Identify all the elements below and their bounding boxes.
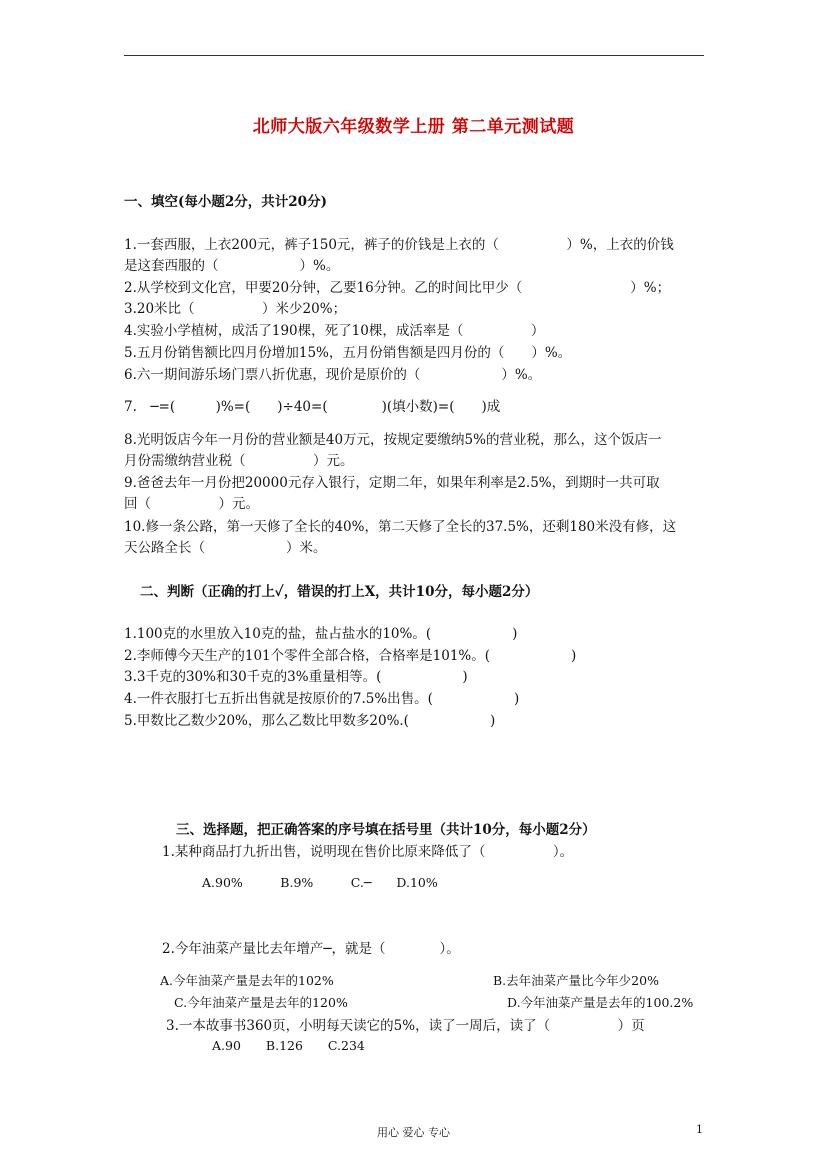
choice-q2-option-c: C.今年油菜产量是去年的120% xyxy=(174,995,348,1010)
fill-q2: 2.从学校到文化宫，甲要20分钟，乙要16分钟。乙的时间比甲少（ ）%； xyxy=(124,280,671,296)
choice-q3: 3.一本故事书360页，小明每天读它的5%，读了一周后，读了（ ）页 xyxy=(166,1018,645,1034)
choice-q2-option-a: A.今年油菜产量是去年的102% xyxy=(160,973,334,988)
section1-heading: 一、填空(每小题2分，共计20分) xyxy=(124,194,327,210)
fill-q9-line1: 9.爸爸去年一月份把20000元存入银行，定期二年，如果年利率是2.5%，到期时一共可取 xyxy=(124,475,660,491)
fill-q6: 6.六一期间游乐场门票八折优惠，现价是原价的（ ）%。 xyxy=(124,367,542,383)
fill-q10-line2: 天公路全长（ ）米。 xyxy=(124,540,327,556)
choice-q2: 2.今年油菜产量比去年增产─，就是（ ）。 xyxy=(162,941,460,957)
judge-q3: 3.3千克的30%和30千克的3%重量相等。( ) xyxy=(124,669,468,685)
footer-motto: 用心 爱心 专心 xyxy=(377,1126,450,1139)
judge-q4: 4.一件衣服打七五折出售就是按原价的7.5%出售。( ) xyxy=(124,691,520,707)
section2-heading: 二、判断（正确的打上✓，错误的打上X，共计10分，每小题2分） xyxy=(140,584,539,600)
choice-q1-options: A.90% B.9% C.─ D.10% xyxy=(202,875,438,890)
judge-q5: 5.甲数比乙数少20%，那么乙数比甲数多20%.( ) xyxy=(124,713,496,729)
judge-q2: 2.李师傅今天生产的101个零件全部合格，合格率是101%。( ) xyxy=(124,648,577,664)
fill-q4: 4.实验小学植树，成活了190棵，死了10棵，成活率是（ ） xyxy=(124,323,545,339)
fill-q1-line1: 1.一套西服，上衣200元，裤子150元，裤子的价钱是上衣的（ ）%，上衣的价钱 xyxy=(124,237,674,253)
fill-q7: 7. ─=( )%=( )÷40=( )(填小数)=( )成 xyxy=(124,399,501,415)
page-number: 1 xyxy=(696,1123,703,1136)
choice-q2-option-b: B.去年油菜产量比今年少20% xyxy=(493,973,659,988)
fill-q8-line2: 月份需缴纳营业税（ ）元。 xyxy=(124,453,354,469)
judge-q1: 1.100克的水里放入10克的盐，盐占盐水的10%。( ) xyxy=(124,626,518,642)
page-title: 北师大版六年级数学上册 第二单元测试题 xyxy=(252,117,575,137)
fill-q1-line2: 是这套西服的（ ）%。 xyxy=(124,258,340,274)
fill-q9-line2: 回（ ）元。 xyxy=(124,496,259,512)
fill-q10-line1: 10.修一条公路，第一天修了全长的40%，第二天修了全长的37.5%，还剩180米没有修，这 xyxy=(124,519,677,535)
fill-q5: 5.五月份销售额比四月份增加15%，五月份销售额是四月份的（ ）%。 xyxy=(124,345,572,361)
choice-q1: 1.某种商品打九折出售，说明现在售价比原来降低了（ ）。 xyxy=(162,844,574,860)
section3-heading: 三、选择题，把正确答案的序号填在括号里（共计10分，每小题2分） xyxy=(176,822,596,838)
choice-q2-option-d: D.今年油菜产量是去年的100.2% xyxy=(507,995,694,1010)
choice-q3-options: A.90 B.126 C.234 xyxy=(212,1038,365,1053)
header-rule xyxy=(124,55,704,56)
fill-q8-line1: 8.光明饭店今年一月份的营业额是40万元，按规定要缴纳5%的营业税，那么，这个饭店一 xyxy=(124,432,662,448)
fill-q3: 3.20米比（ ）米少20%； xyxy=(124,301,347,317)
